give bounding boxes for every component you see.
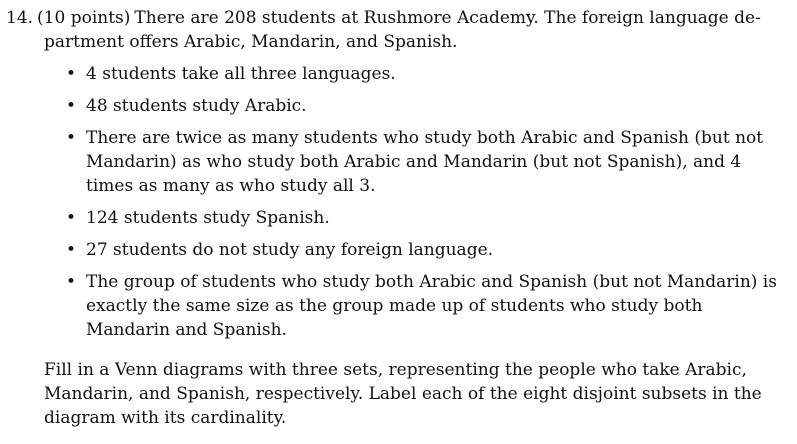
bullet-icon: •: [66, 96, 77, 116]
fact-text: There are twice as many students who study both Arabic and Spanish (but not Mandarin) as who study both Arabic and Mandarin (but not Spanish), and 4 times as many as who study all 3.: [86, 128, 764, 196]
fact-text: 27 students do not study any foreign language.: [86, 240, 494, 260]
problem-intro-line2: partment offers Arabic, Mandarin, and Spanish.: [44, 32, 458, 52]
fact-item: [64, 238, 787, 262]
fact-text: 4 students take all three languages.: [86, 64, 396, 84]
facts-list: [6, 62, 787, 342]
fact-item: [64, 94, 787, 118]
bullet-icon: •: [66, 240, 77, 260]
problem-number: 14.: [6, 8, 34, 28]
fact-text: 48 students study Arabic.: [86, 96, 307, 116]
bullet-icon: •: [66, 64, 77, 84]
problem-intro-line1: There are 208 students at Rushmore Academy. The foreign language de-: [134, 8, 761, 28]
fact-item: [64, 270, 787, 342]
fact-text: The group of students who study both Arabic and Spanish (but not Mandarin) is exactly the same size as the group made up of students who study both Mandarin and Spanish.: [86, 272, 777, 340]
instructions-paragraph: Fill in a Venn diagrams with three sets, representing the people who take Arabic, Mandarin, and Spanish, respectively. Label each of the eight disjoint subsets in the diagram with its cardinality.: [44, 360, 762, 428]
problem-statement: [6, 6, 787, 54]
fact-item: [64, 126, 787, 198]
problem-points: (10 points): [37, 8, 131, 28]
fact-item: [64, 206, 787, 230]
fact-text: 124 students study Spanish.: [86, 208, 330, 228]
fact-item: [64, 62, 787, 86]
bullet-icon: •: [66, 272, 77, 292]
bullet-icon: •: [66, 208, 77, 228]
bullet-icon: •: [66, 128, 77, 148]
